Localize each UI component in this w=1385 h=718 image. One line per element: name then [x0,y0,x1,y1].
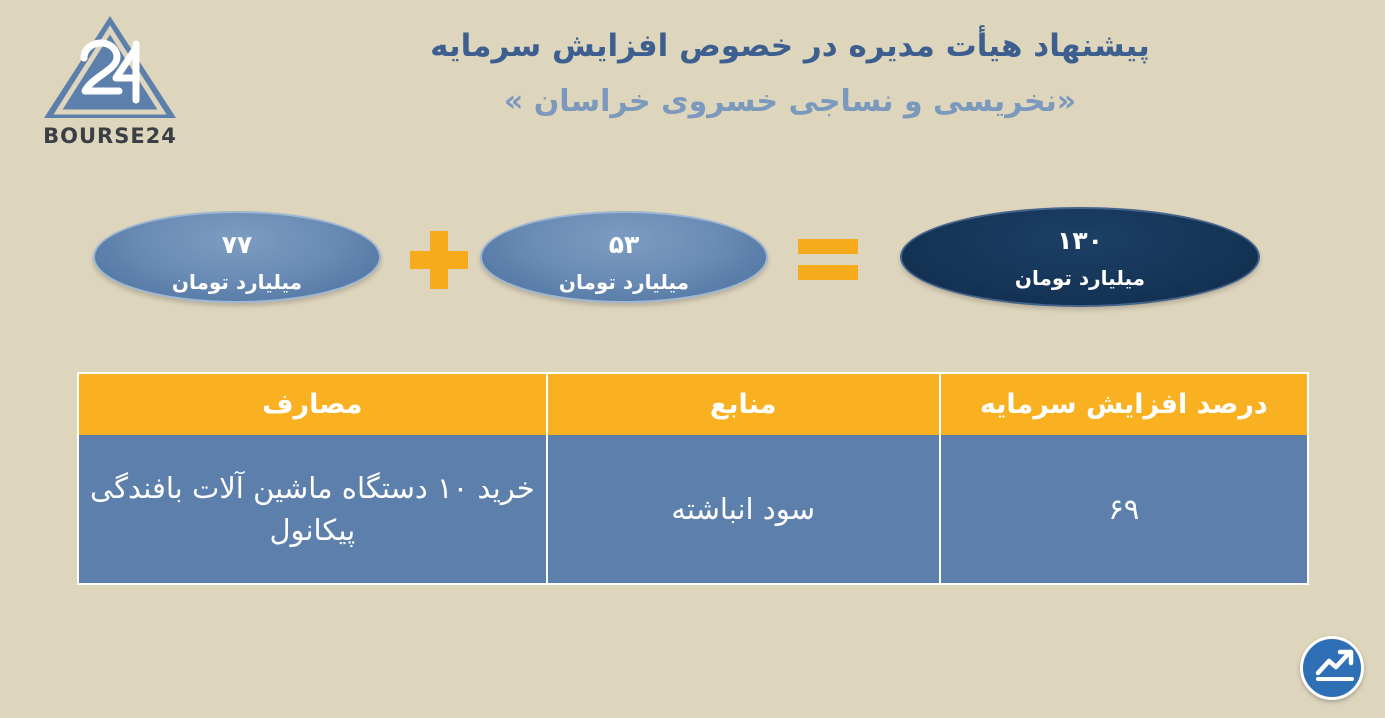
equation-term-2 [480,211,768,303]
table-cell-sources: سود انباشته [546,435,939,583]
equals-icon [792,221,864,304]
equation-term-2-value: ۵۳ [608,230,640,259]
equation-term-1 [93,211,381,303]
bourse24-logo-icon [40,14,180,122]
brand-logo-text: BOURSE24 [43,124,177,148]
plus-icon [402,223,476,309]
equation-term-1-unit: میلیارد تومان [171,269,303,294]
chart-badge-icon [1300,636,1364,700]
page-title: پیشنهاد هیأت مدیره در خصوص افزایش سرمایه [430,28,1150,64]
equation-result-unit: میلیارد تومان [1014,265,1146,290]
equation-result-value: ۱۳۰ [1057,226,1103,255]
equation-row [80,205,1305,315]
brand-logo [30,14,190,154]
capital-increase-table [77,372,1309,585]
table-cell-uses: خرید ۱۰ دستگاه ماشین آلات بافندگی پیکانول [79,435,546,583]
table-header-row [79,374,1307,435]
table-header-percent: درصد افزایش سرمایه [939,374,1307,435]
equation-term-2-unit: میلیارد تومان [558,269,690,294]
page-subtitle: «نخریسی و نساجی خسروی خراسان » [503,84,1077,120]
table-header-uses: مصارف [79,374,546,435]
table-row [79,435,1307,583]
equation-result [900,207,1260,307]
header [230,26,1350,121]
table-cell-percent: ۶۹ [939,435,1307,583]
table-header-sources: منابع [546,374,939,435]
equation-term-1-value: ۷۷ [221,230,253,259]
